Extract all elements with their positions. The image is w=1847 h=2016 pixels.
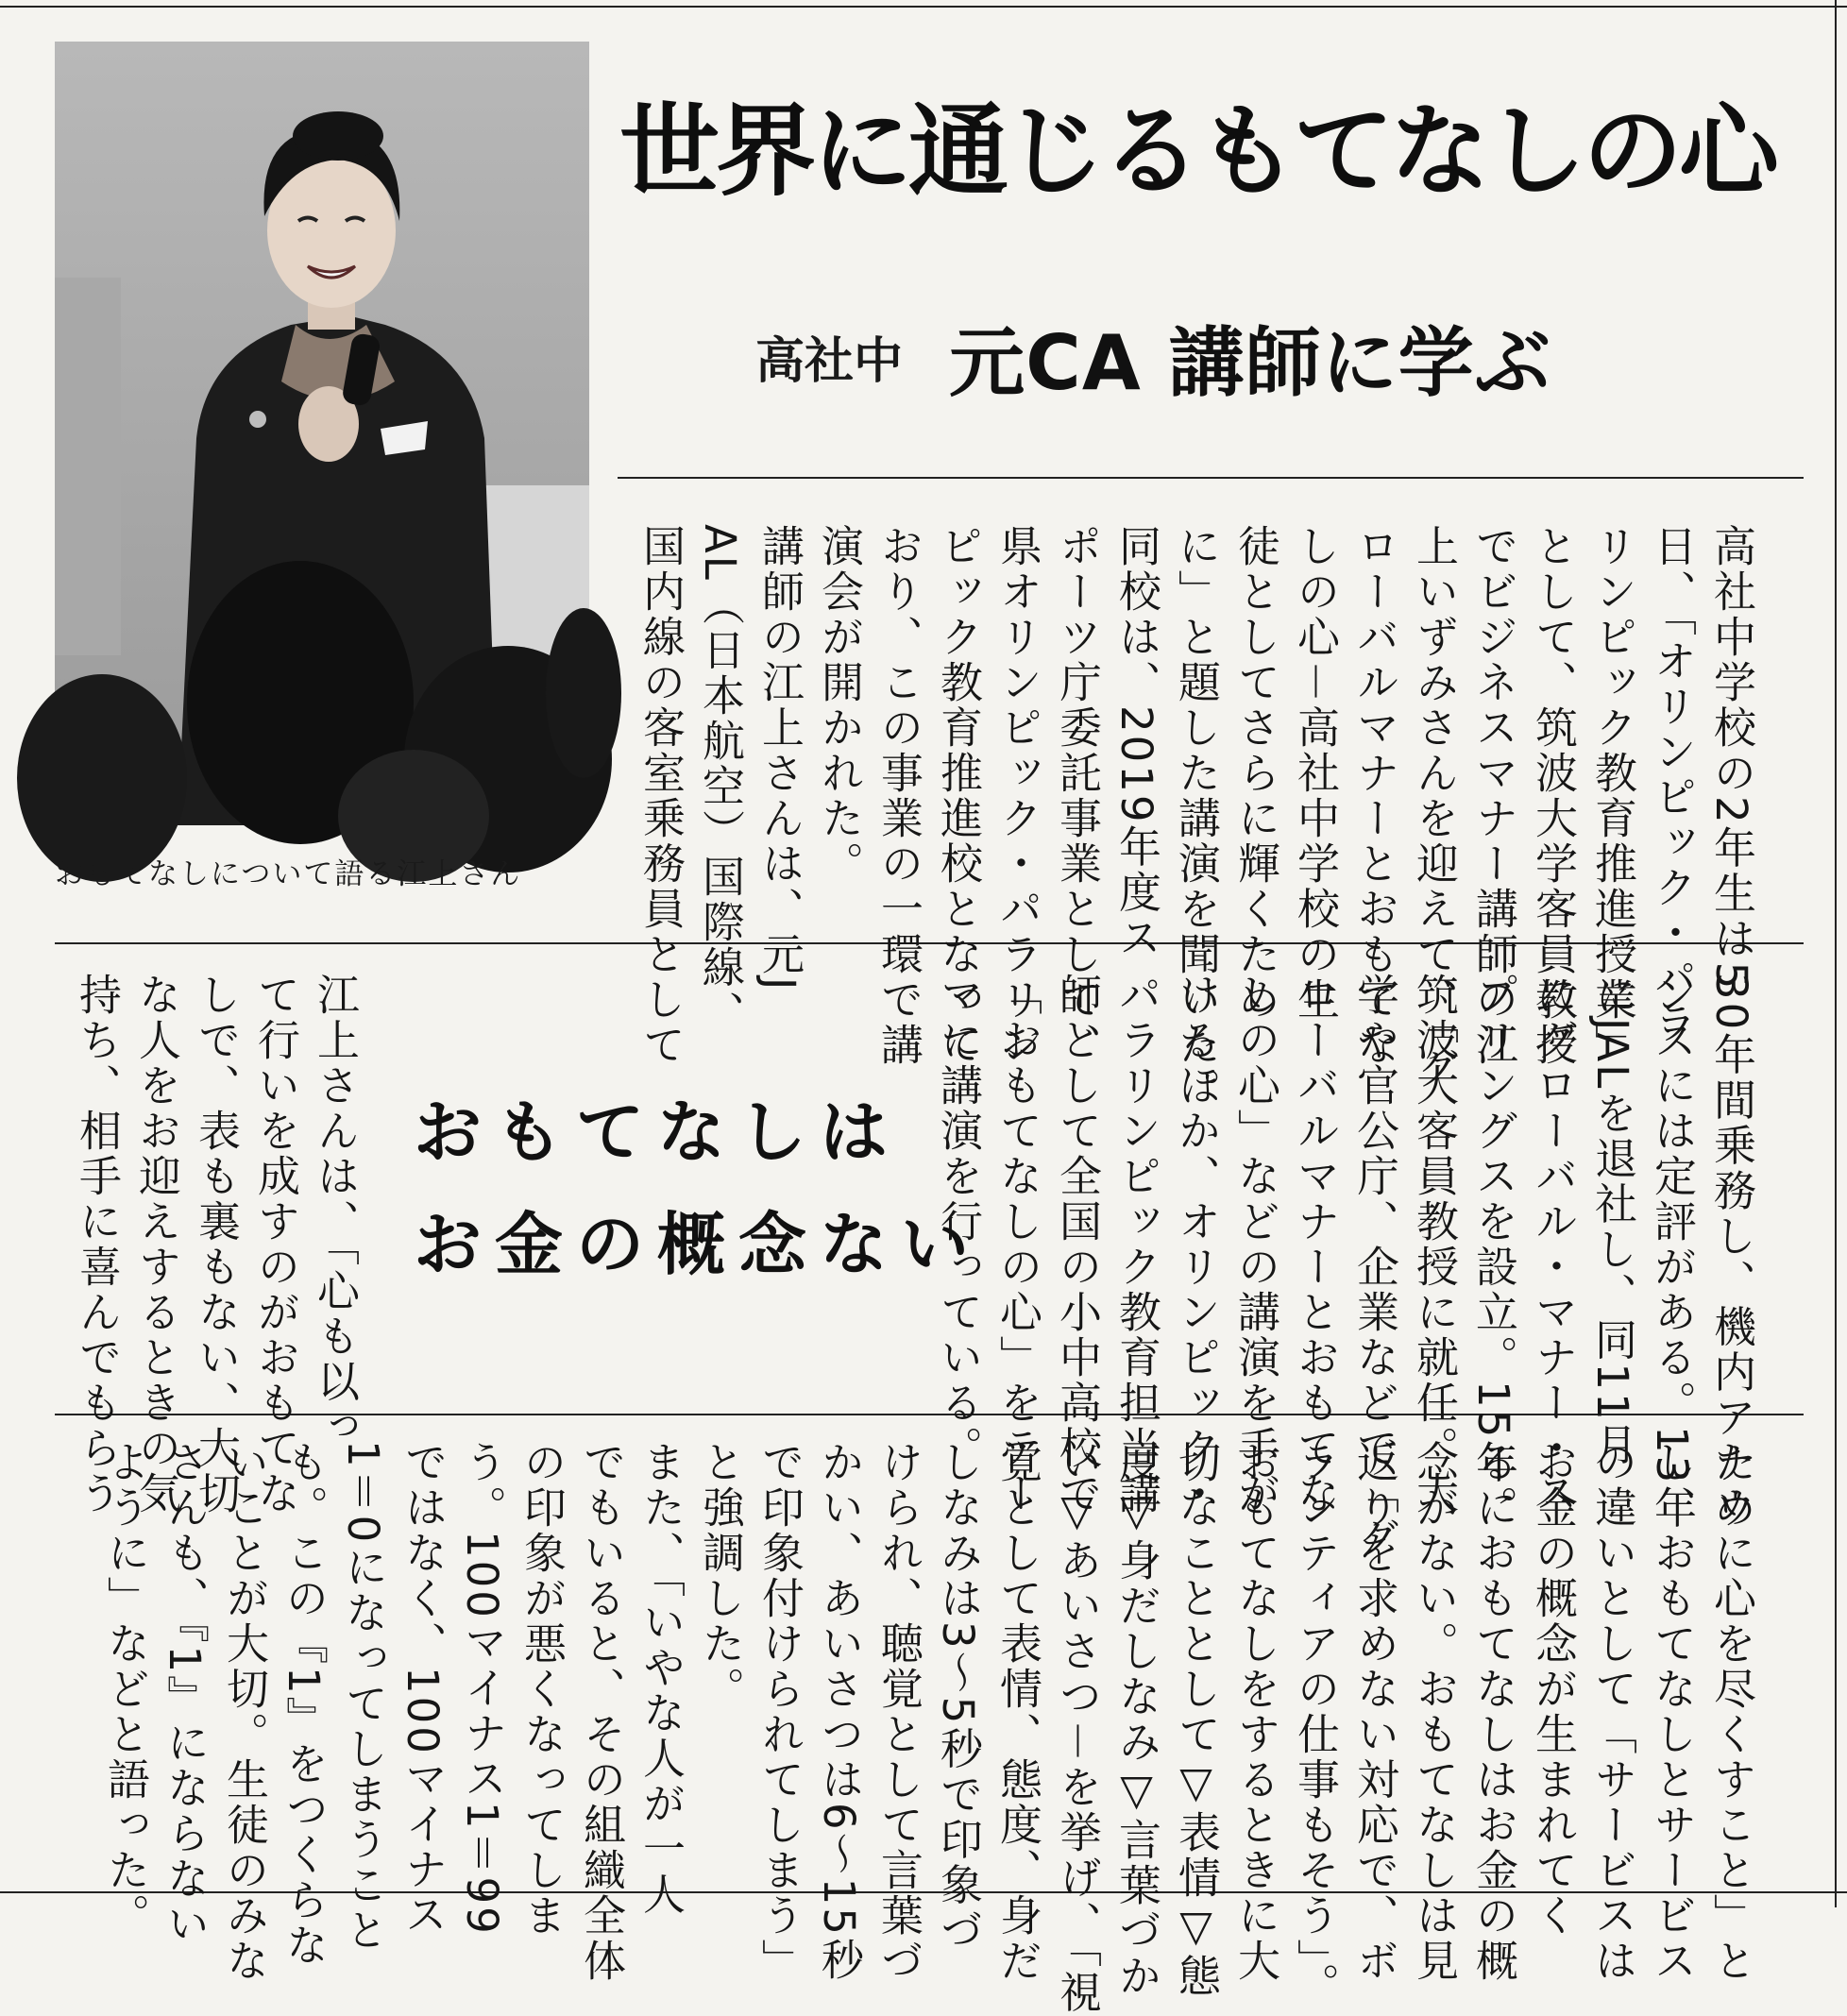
- text-column: しで、表も裏もない、大切: [191, 973, 241, 1516]
- text-column: ローバルマナーとおもてな: [1290, 973, 1340, 1516]
- article-body-middle-right: [920, 973, 1756, 1562]
- text-column: おり、この事業の一環で講: [873, 524, 924, 1068]
- text-column: 講師の江上さんは、元J: [754, 524, 805, 993]
- school-name: 高社中: [755, 333, 904, 390]
- text-column: さんも、『1』にならない: [160, 1440, 210, 1948]
- text-column: ように」などと語った。: [100, 1440, 150, 1939]
- text-column: にJALを退社し、同11月: [1587, 973, 1637, 1468]
- text-column: 覚として表情、態度、身だ: [992, 1440, 1042, 1984]
- text-column: 高社中学校の2年生は5: [1706, 524, 1756, 992]
- text-column: 師として全国の小中高校で: [1052, 973, 1102, 1516]
- text-column: でもいると、その組織全体: [576, 1440, 626, 1984]
- text-column: 江上さんは、「心も以っ: [310, 973, 360, 1450]
- text-column: い▽あいさつ－を挙げ、「視: [1052, 1440, 1102, 2016]
- text-column: ピック教育推進校となって: [933, 524, 983, 1068]
- text-column: 持ち、相手に喜んでもらう: [72, 973, 122, 1516]
- text-column: 上いずみさんを迎えて、「グ: [1409, 524, 1459, 1093]
- text-column: でビジネスマナー講師の江: [1468, 524, 1518, 1068]
- article-body-middle-left: [59, 973, 360, 1516]
- lecture-photo: [55, 42, 589, 822]
- text-column: しなみは3～5秒で印象づ: [933, 1440, 983, 1954]
- text-column: にグローバル・マナー・ス: [1528, 973, 1578, 1516]
- headline: 世界に通じるもてなしの心: [619, 92, 1775, 210]
- text-column: て行いを成すのがおもてな: [250, 973, 300, 1516]
- text-column: 徒としてさらに輝くため: [1230, 524, 1280, 1023]
- text-column: 「おもてなしの心」をテー: [992, 973, 1042, 1516]
- text-column: し、おもてなしとサービス: [1647, 1440, 1697, 1984]
- text-column: おもてなしをするときに大: [1230, 1440, 1280, 1984]
- subheadline-line: お金の概念ない: [414, 1203, 983, 1284]
- text-column: AL（日本航空）国際線、: [695, 524, 745, 1036]
- subheadline: [414, 1076, 982, 1301]
- text-column: 筑波大客員教授に就任。大: [1409, 973, 1459, 1516]
- text-column: ために心を尽くすこと」と: [1706, 1440, 1756, 1984]
- text-column: の違いとして「サービスは: [1587, 1440, 1637, 1984]
- text-column: で印象付けられてしまう」: [754, 1440, 805, 1984]
- article-body-lower: [87, 1440, 1756, 2016]
- subhead: [755, 302, 1551, 411]
- text-column: として、筑波大学客員教授: [1528, 524, 1578, 1068]
- text-column: な人をお迎えするときの気: [131, 973, 181, 1516]
- text-column: も。この『1』をつくらな: [279, 1440, 329, 1969]
- text-column: 学や官公庁、企業などで「グ: [1349, 973, 1399, 1562]
- text-column: また、「いやな人が一人: [635, 1440, 686, 1918]
- subhead-deck: 元CA 講師に学ぶ: [949, 319, 1551, 407]
- text-column: しの心－高社中学校の生: [1290, 524, 1340, 1024]
- text-column: 演会が開かれた。: [814, 524, 864, 887]
- headline-divider: [618, 477, 1804, 479]
- text-column: 念がない。おもてなしは見: [1409, 1440, 1459, 1984]
- text-column: ではなく、100マイナス: [398, 1440, 448, 1938]
- text-column: いことが大切。生徒のみな: [219, 1440, 269, 1984]
- top-border: [0, 6, 1847, 8]
- text-column: 同校は、2019年度ス: [1111, 524, 1161, 961]
- subheadline-line: おもてなしは: [414, 1092, 902, 1172]
- text-column: ポーツ庁委託事業として、: [1052, 524, 1102, 1068]
- text-column: かい、あいさつは6～15秒: [814, 1440, 864, 1983]
- text-column: う。100マイナス1＝99: [457, 1440, 507, 1937]
- speaker-illustration: [55, 42, 589, 822]
- text-column: ンスには定評がある。13年: [1647, 973, 1697, 1532]
- text-column: けるほか、オリンピック・: [1171, 973, 1221, 1516]
- right-border: [1835, 0, 1837, 1907]
- text-column: 返りを求めない対応で、ボ: [1349, 1440, 1399, 1984]
- text-column: る。おもてなしはお金の概: [1468, 1440, 1518, 1984]
- text-column: ランティアの仕事もそう」。: [1290, 1440, 1340, 2008]
- text-column: 30年間乗務し、機内アナウ: [1706, 973, 1756, 1532]
- text-column: と強調した。: [695, 1440, 745, 1712]
- text-column: 度▽身だしなみ▽言葉づか: [1111, 1440, 1161, 1999]
- text-column: の印象が悪くなってしま: [517, 1440, 567, 1939]
- text-column: 日、「オリンピック・パラ: [1647, 524, 1697, 1047]
- text-column: ローバルマナーとおもてな: [1349, 524, 1399, 1068]
- text-column: 1＝0になってしまうこと: [338, 1440, 388, 1954]
- text-column: しの心」などの講演を手が: [1230, 973, 1280, 1516]
- text-column: 国内線の客室乗務員として: [635, 524, 686, 1068]
- text-column: リンピック教育推進授業」: [1587, 524, 1637, 1068]
- photo-caption: おもてなしについて語る江上さん: [55, 857, 522, 891]
- text-column: 県オリンピック・パラリン: [992, 524, 1042, 1068]
- text-column: マに講演を行っている。: [933, 973, 983, 1471]
- text-column: 切なこととして▽表情▽態: [1171, 1440, 1221, 1999]
- text-column: お金の概念が生まれてく: [1528, 1440, 1578, 1939]
- text-column: けられ、聴覚として言葉づ: [873, 1440, 924, 1984]
- article-body-upper: [622, 524, 1756, 1113]
- text-column: プリングスを設立。15年に: [1468, 973, 1518, 1532]
- text-column: パラリンピック教育担当講: [1111, 973, 1161, 1516]
- text-column: に」と題した講演を聞いた。: [1171, 524, 1221, 1113]
